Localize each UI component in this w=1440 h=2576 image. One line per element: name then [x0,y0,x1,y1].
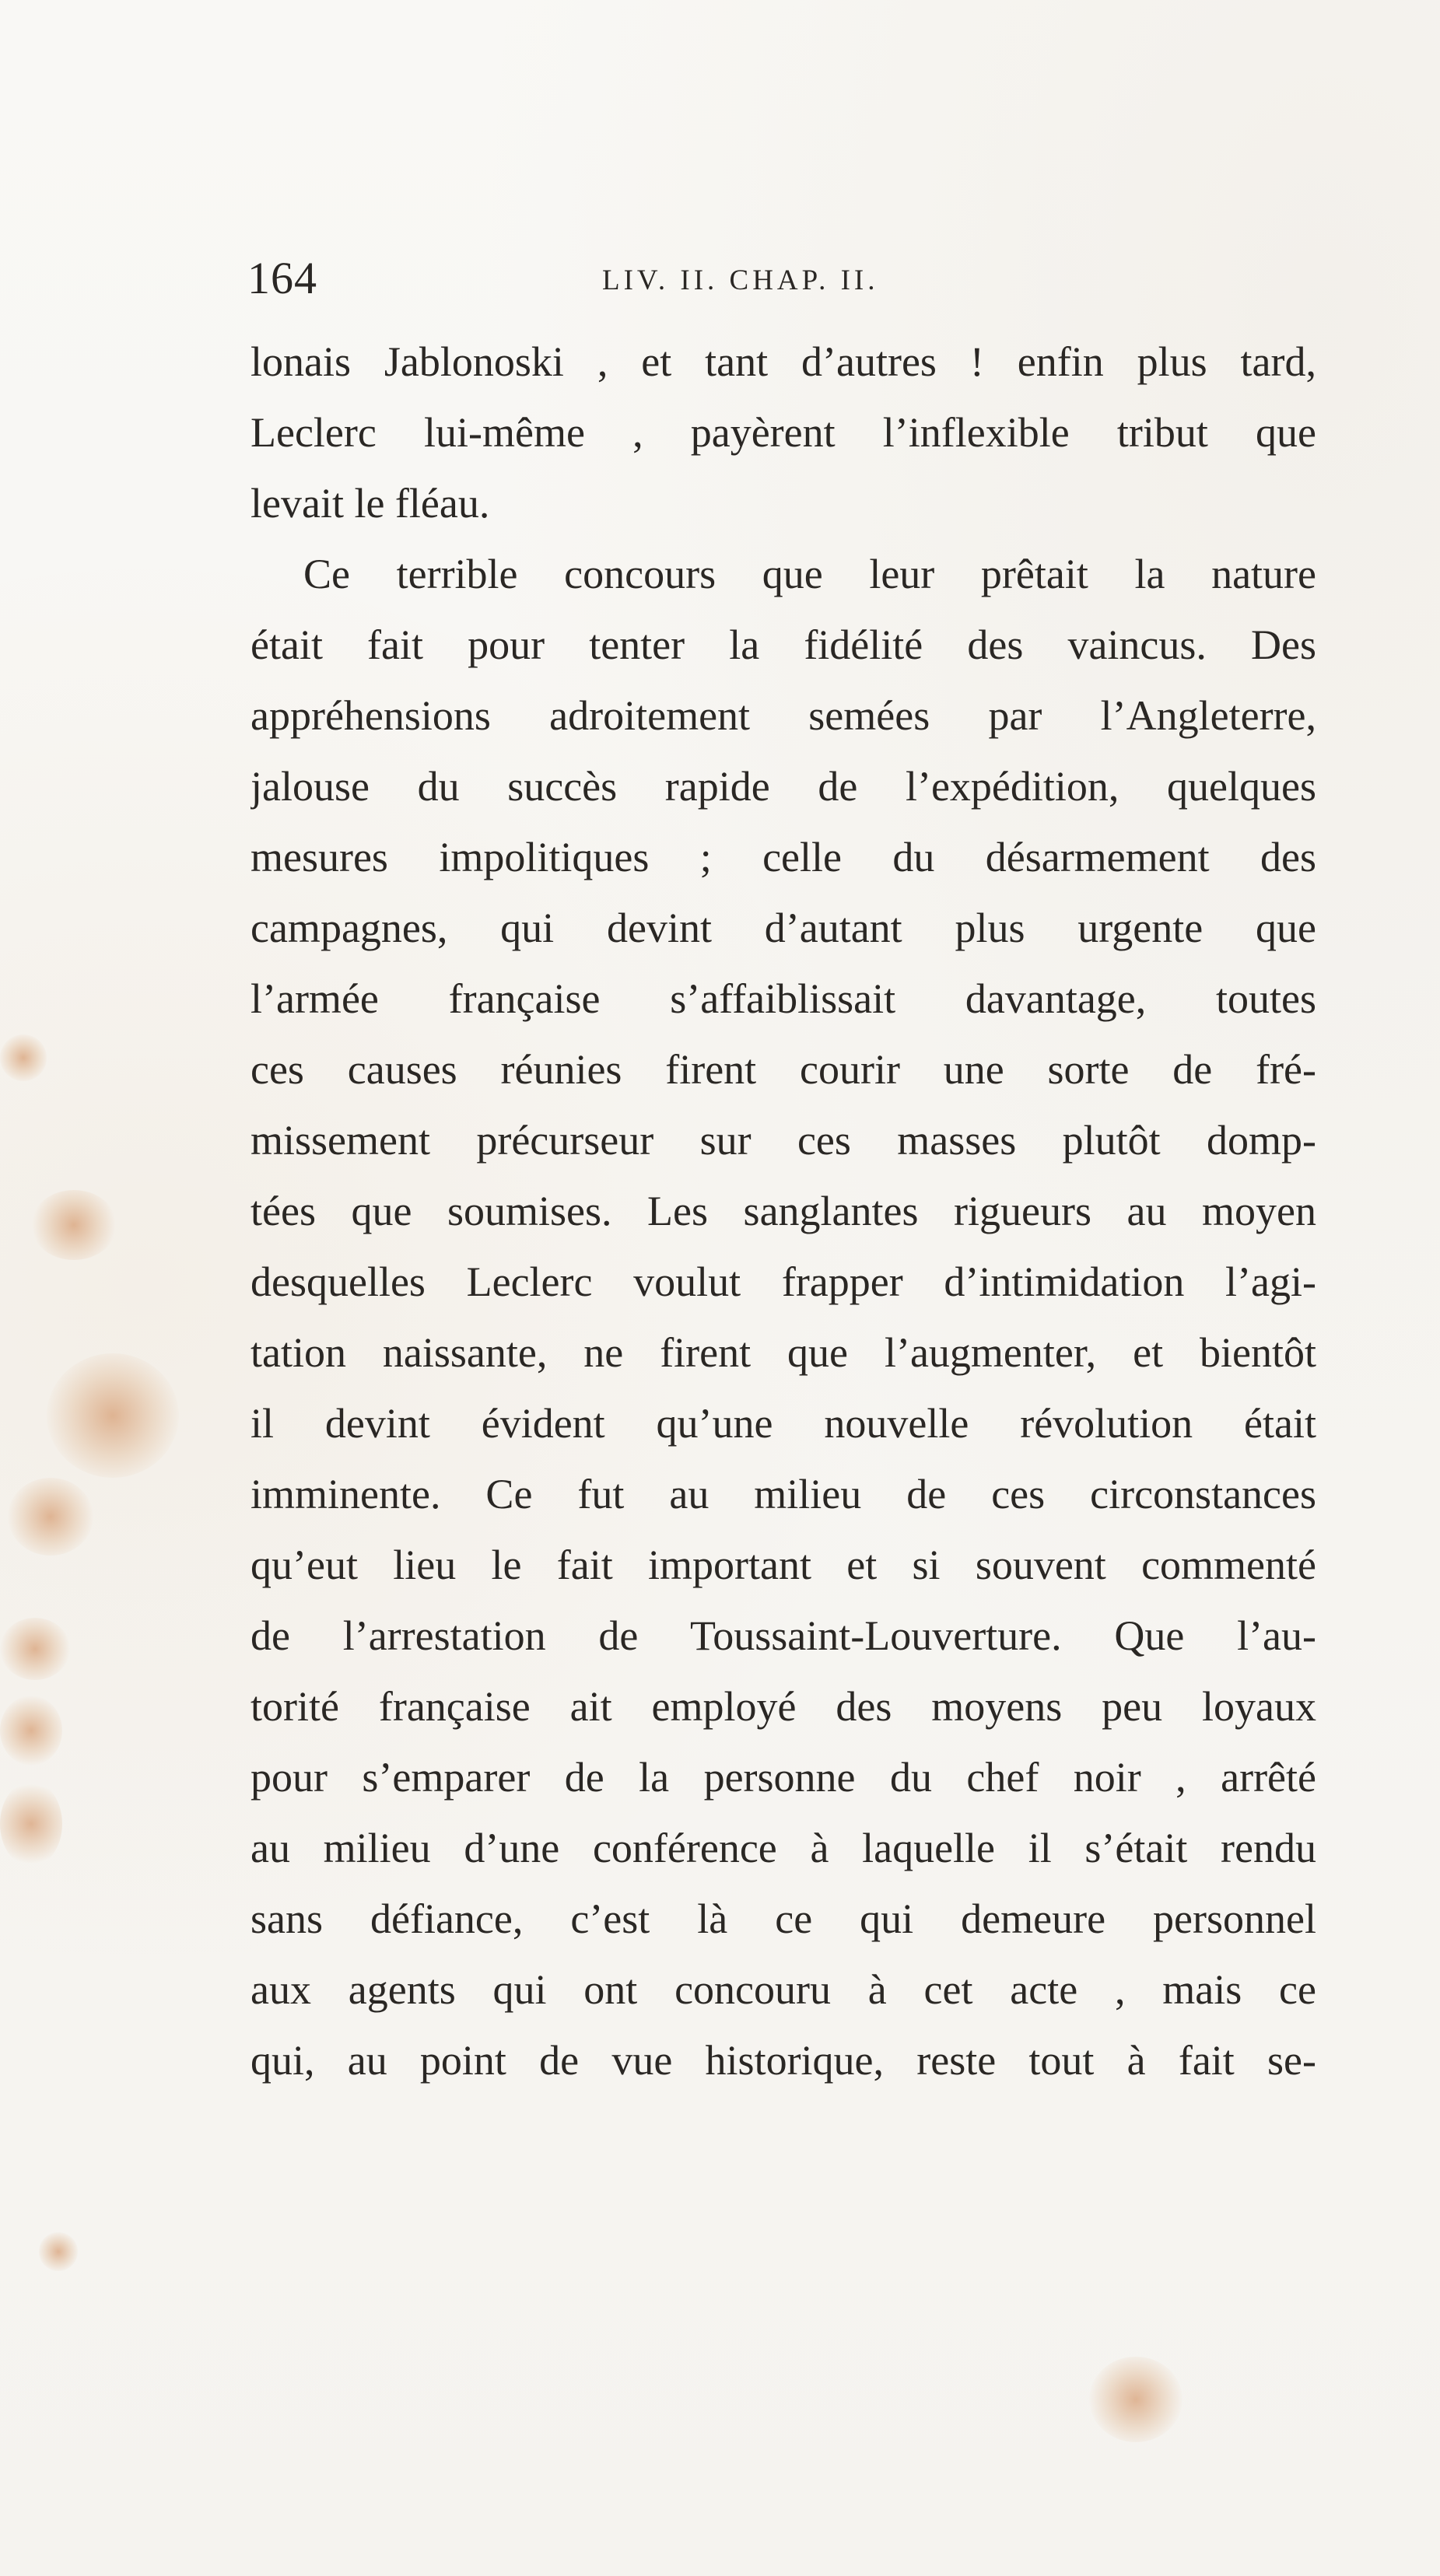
stain [8,1478,93,1556]
text-line: au milieu d’une conférence à laquelle il s’était rendu [251,1825,1316,1871]
text-line: sans défiance, c’est là ce qui demeure personnel [251,1895,1316,1942]
stain [1089,2357,1182,2442]
page-header [247,247,1298,310]
text-line: lonais Jablonoski , et tant d’autres ! enfin plus tard, [251,338,1316,385]
stain [47,1353,179,1478]
stain [31,1190,117,1260]
body-text [251,327,1316,2096]
page-number: 164 [247,253,317,303]
text-line: imminente. Ce fut au milieu de ces circonstances [251,1471,1316,1517]
text-line: tées que soumises. Les sanglantes rigueurs au moyen [251,1188,1316,1234]
text-line: était fait pour tenter la fidélité des vaincus. Des [251,621,1316,668]
text-line: qui, au point de vue historique, reste tout à fait se- [251,2037,1316,2084]
stain [0,1034,47,1081]
text-line: de l’arrestation de Toussaint-Louverture. Que l’au- [251,1612,1316,1659]
text-line: il devint évident qu’une nouvelle révolution était [251,1400,1316,1447]
text-line: tation naissante, ne firent que l’augmenter, et bientôt [251,1329,1316,1376]
stain [0,1696,62,1766]
text-line: missement précurseur sur ces masses plutôt domp- [251,1117,1316,1164]
text-line: campagnes, qui devint d’autant plus urgente que [251,905,1316,951]
text-line: Leclerc lui-même , payèrent l’inflexible tribut que [251,409,1316,456]
stain [0,1781,62,1867]
text-line: mesures impolitiques ; celle du désarmement des [251,834,1316,880]
text-line: l’armée française s’affaiblissait davantage, toutes [251,975,1316,1022]
text-line: ces causes réunies firent courir une sorte de fré- [251,1046,1316,1093]
running-head: LIV. II. CHAP. II. [602,264,879,296]
stain [39,2232,78,2271]
text-line: qu’eut lieu le fait important et si souvent commenté [251,1542,1316,1588]
text-line: pour s’emparer de la personne du chef noir , arrêté [251,1754,1316,1801]
text-line: desquelles Leclerc voulut frapper d’intimidation l’agi- [251,1258,1316,1305]
stain [0,1618,70,1680]
text-line: torité française ait employé des moyens peu loyaux [251,1683,1316,1730]
text-line: levait le fléau. [251,480,490,527]
text-line: jalouse du succès rapide de l’expédition, quelques [251,763,1316,810]
text-line: Ce terrible concours que leur prêtait la nature [303,551,1316,597]
text-line: aux agents qui ont concouru à cet acte , mais ce [251,1966,1316,2013]
text-line: appréhensions adroitement semées par l’Angleterre, [251,692,1316,739]
